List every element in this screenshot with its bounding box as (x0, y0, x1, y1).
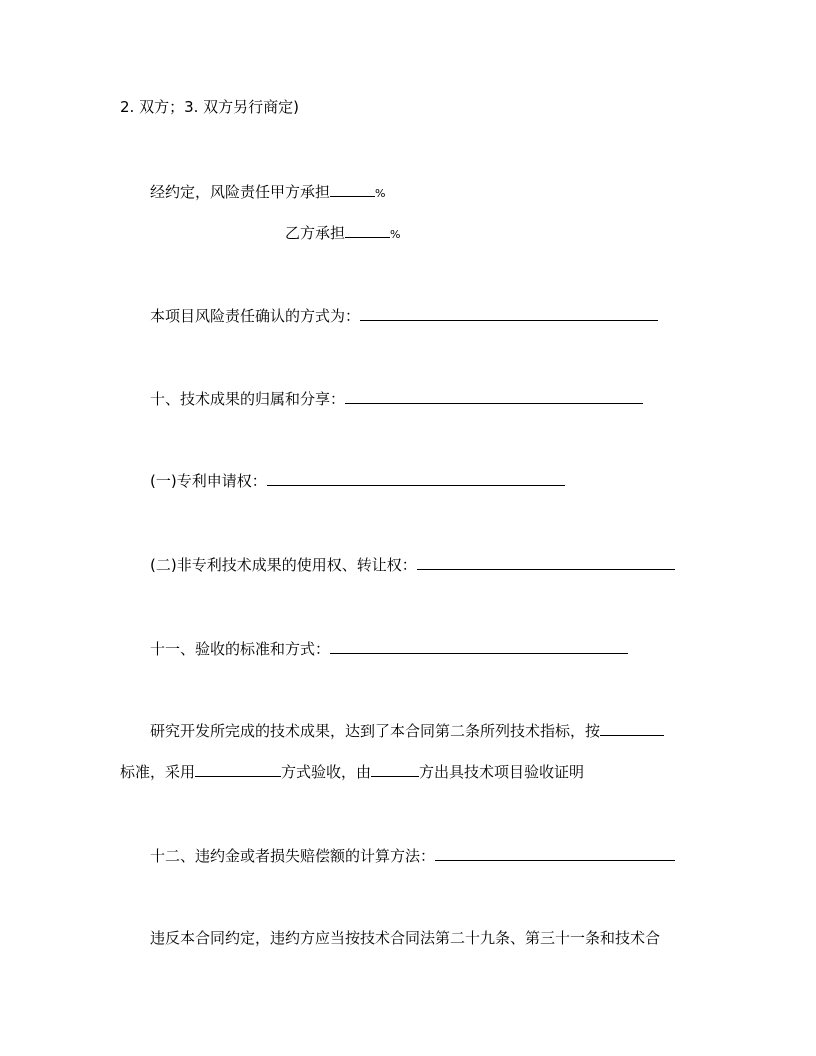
risk-party-a-unit: % (375, 187, 386, 200)
acceptance-method-blank[interactable] (195, 761, 281, 777)
breach-paragraph-line-1 (150, 928, 660, 948)
section-ten-heading: 十、技术成果的归属和分享： (150, 390, 346, 408)
non-patent-right-line (150, 554, 675, 575)
section-ten-blank[interactable] (345, 388, 643, 404)
top-line-text: 2. 双方；3. 双方另行商定) (120, 98, 300, 116)
section-ten-line (150, 388, 643, 409)
risk-confirm-blank[interactable] (360, 305, 658, 321)
acceptance-paragraph-text-2b: 方式验收，由 (281, 763, 372, 781)
patent-right-text: (一)专利申请权： (150, 472, 267, 490)
acceptance-paragraph-line-2 (120, 761, 584, 782)
risk-party-b-text: 乙方承担 (285, 224, 346, 242)
section-eleven-blank[interactable] (330, 638, 628, 654)
section-twelve-heading: 十二、违约金或者损失赔偿额的计算方法： (150, 847, 436, 865)
acceptance-party-blank[interactable] (371, 761, 419, 777)
breach-paragraph-text-1: 违反本合同约定，违约方应当按技术合同法第二十九条、第三十一条和技术合 (150, 929, 661, 947)
risk-party-a-text: 经约定，风险责任甲方承担 (150, 183, 331, 201)
non-patent-right-text: (二)非专利技术成果的使用权、转让权： (150, 556, 417, 574)
section-twelve-line (150, 845, 675, 866)
section-twelve-blank[interactable] (435, 845, 675, 861)
section-eleven-line (150, 638, 628, 659)
patent-right-line (150, 470, 565, 491)
risk-party-a-line (150, 181, 385, 204)
risk-confirm-text: 本项目风险责任确认的方式为： (150, 307, 361, 325)
risk-party-a-blank[interactable] (330, 181, 375, 197)
top-line (120, 97, 299, 117)
risk-confirm-line (150, 305, 658, 326)
acceptance-paragraph-text-1: 研究开发所完成的技术成果，达到了本合同第二条所列技术指标，按 (150, 722, 601, 740)
risk-party-b-unit: % (390, 228, 401, 241)
risk-party-b-line (285, 222, 400, 245)
risk-party-b-blank[interactable] (345, 222, 390, 238)
acceptance-paragraph-text-2c: 方出具技术项目验收证明 (419, 763, 585, 781)
acceptance-paragraph-line-1 (150, 720, 664, 741)
non-patent-right-blank[interactable] (417, 554, 675, 570)
acceptance-paragraph-text-2a: 标准，采用 (120, 763, 196, 781)
section-eleven-heading: 十一、验收的标准和方式： (150, 640, 331, 658)
acceptance-standard-blank[interactable] (600, 720, 664, 736)
patent-right-blank[interactable] (267, 470, 565, 486)
